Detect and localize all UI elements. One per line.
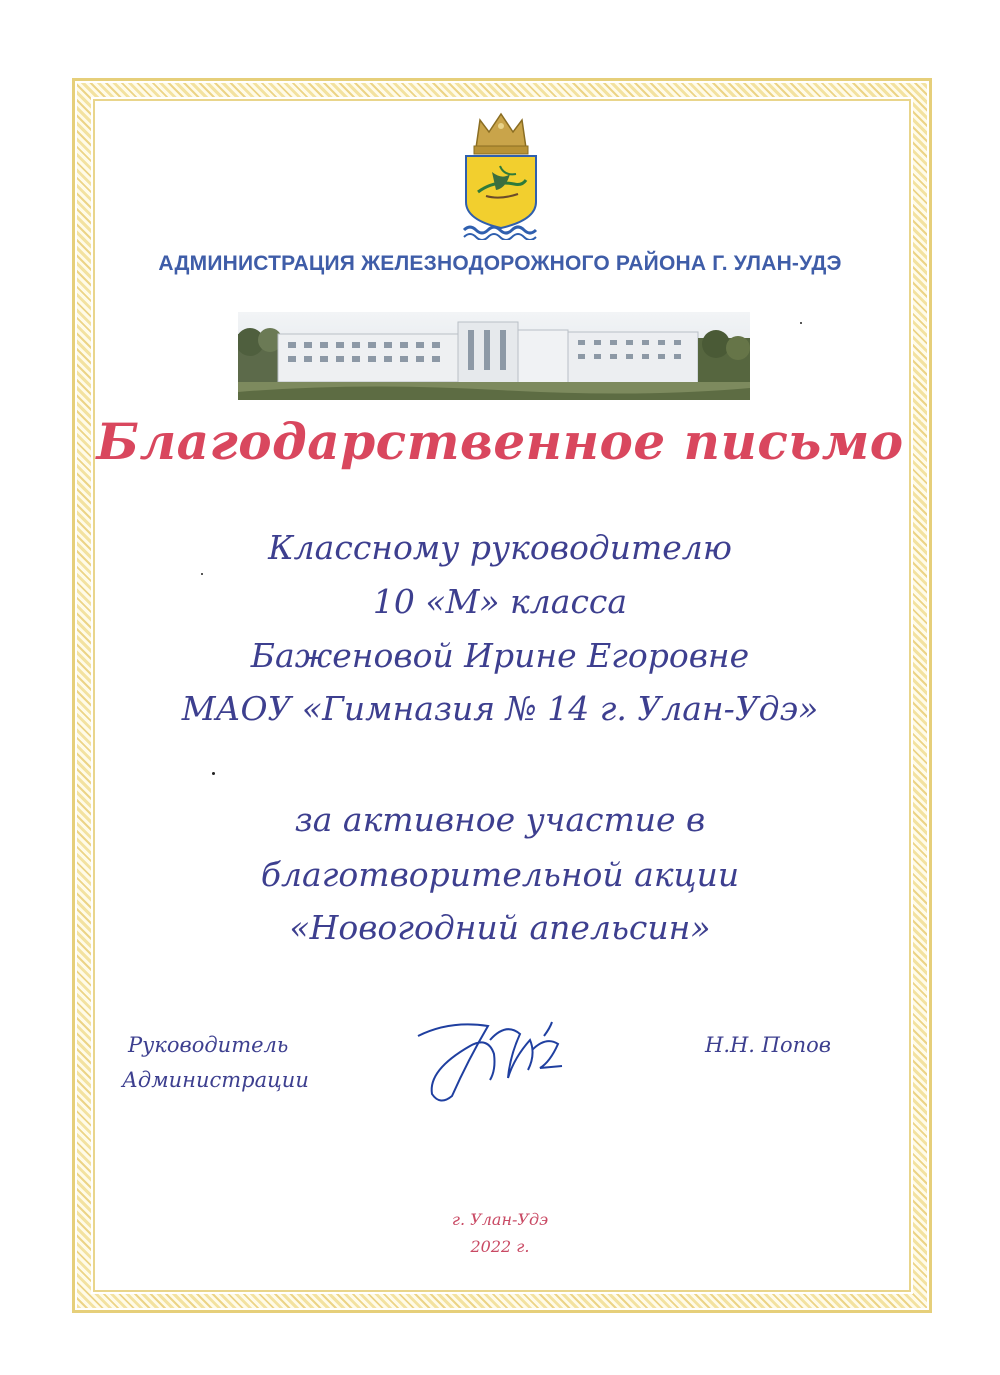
reason-line-3: «Новогодний апельсин»: [289, 908, 711, 947]
signer-name: Н.Н. Попов: [705, 1033, 831, 1057]
city: г. Улан-Удэ: [451, 1210, 549, 1229]
administration-title: АДМИНИСТРАЦИЯ ЖЕЛЕЗНОДОРОЖНОГО РАЙОНА Г. УЛАН-УДЭ: [158, 252, 842, 275]
signer-position-line-2: Администрации: [122, 1068, 309, 1092]
scan-speck: [212, 772, 215, 775]
recipient-line-2: 10 «М» класса: [372, 582, 628, 621]
signer-position-line-1: Руководитель: [128, 1033, 289, 1057]
recipient-name: Баженовой Ирине Егоровне: [250, 636, 750, 675]
recipient-line-1: Классному руководителю: [268, 528, 732, 567]
document-title: Благодарственное письмо: [96, 412, 904, 471]
recipient-school: МАОУ «Гимназия № 14 г. Улан-Удэ»: [181, 689, 819, 728]
building-photo: [238, 312, 750, 400]
year: 2022 г.: [470, 1237, 530, 1256]
scan-speck: [800, 322, 802, 324]
handwritten-signature: [410, 1000, 580, 1110]
reason-line-1: за активное участие в: [294, 800, 706, 839]
coat-of-arms-icon: [456, 110, 546, 240]
reason-line-2: благотворительной акции: [260, 855, 740, 894]
scan-speck: [201, 573, 203, 575]
